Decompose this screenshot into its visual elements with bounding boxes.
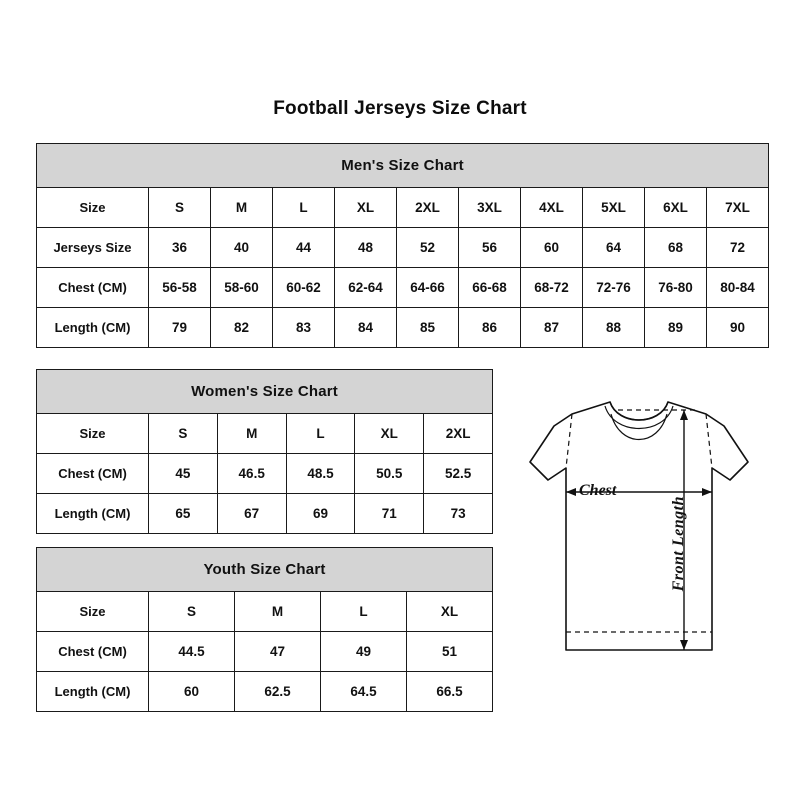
- row-label: Chest (CM): [37, 454, 149, 494]
- table-cell: 76-80: [645, 268, 707, 308]
- table-cell: 80-84: [707, 268, 769, 308]
- table-cell: 66.5: [407, 672, 493, 712]
- table-cell: 65: [149, 494, 218, 534]
- table-cell: 68-72: [521, 268, 583, 308]
- table-row: [37, 414, 493, 454]
- table-row: [37, 454, 493, 494]
- row-label: Size: [37, 592, 149, 632]
- table-cell: 83: [273, 308, 335, 348]
- table-cell: 56-58: [149, 268, 211, 308]
- table-cell: 5XL: [583, 188, 645, 228]
- table-row: [37, 188, 769, 228]
- table-cell: 62.5: [235, 672, 321, 712]
- table-cell: 64.5: [321, 672, 407, 712]
- row-label: Chest (CM): [37, 632, 149, 672]
- table-cell: M: [235, 592, 321, 632]
- table-cell: 85: [397, 308, 459, 348]
- table-cell: XL: [335, 188, 397, 228]
- table-cell: 51: [407, 632, 493, 672]
- table-row: [37, 632, 493, 672]
- table-cell: 52.5: [424, 454, 493, 494]
- row-label: Length (CM): [37, 672, 149, 712]
- table-cell: 50.5: [355, 454, 424, 494]
- table-cell: 48: [335, 228, 397, 268]
- t-shirt-outline-icon: [498, 396, 780, 696]
- table-cell: 82: [211, 308, 273, 348]
- table-cell: 44: [273, 228, 335, 268]
- row-label: Length (CM): [37, 494, 149, 534]
- table-cell: 2XL: [424, 414, 493, 454]
- table-cell: 48.5: [286, 454, 355, 494]
- table-cell: 84: [335, 308, 397, 348]
- row-label: Size: [37, 188, 149, 228]
- table-cell: L: [273, 188, 335, 228]
- table-cell: 3XL: [459, 188, 521, 228]
- table-cell: XL: [355, 414, 424, 454]
- table-cell: 62-64: [335, 268, 397, 308]
- table-cell: 7XL: [707, 188, 769, 228]
- page-title: Football Jerseys Size Chart: [273, 98, 527, 119]
- table-cell: 56: [459, 228, 521, 268]
- table-cell: 44.5: [149, 632, 235, 672]
- table-row: [37, 268, 769, 308]
- chest-dimension-label: Chest: [579, 482, 617, 499]
- table-cell: 89: [645, 308, 707, 348]
- table-cell: 86: [459, 308, 521, 348]
- table-cell: 36: [149, 228, 211, 268]
- table-cell: 60: [521, 228, 583, 268]
- table-cell: 58-60: [211, 268, 273, 308]
- table-cell: 73: [424, 494, 493, 534]
- table-cell: L: [321, 592, 407, 632]
- table-cell: 64-66: [397, 268, 459, 308]
- table-cell: 67: [217, 494, 286, 534]
- table-cell: 2XL: [397, 188, 459, 228]
- table-cell: S: [149, 188, 211, 228]
- table-cell: 60: [149, 672, 235, 712]
- table-row: [37, 672, 493, 712]
- table-cell: 87: [521, 308, 583, 348]
- mens-size-table: [36, 143, 769, 348]
- mens-table-heading: Men's Size Chart: [37, 144, 769, 188]
- table-cell: 69: [286, 494, 355, 534]
- table-cell: 72: [707, 228, 769, 268]
- table-cell: 64: [583, 228, 645, 268]
- table-cell: 66-68: [459, 268, 521, 308]
- table-cell: 71: [355, 494, 424, 534]
- table-cell: 45: [149, 454, 218, 494]
- table-cell: M: [217, 414, 286, 454]
- table-row: [37, 228, 769, 268]
- row-label: Jerseys Size: [37, 228, 149, 268]
- table-cell: 72-76: [583, 268, 645, 308]
- table-cell: S: [149, 592, 235, 632]
- womens-table-heading: Women's Size Chart: [37, 370, 493, 414]
- table-cell: 90: [707, 308, 769, 348]
- row-label: Size: [37, 414, 149, 454]
- table-cell: M: [211, 188, 273, 228]
- table-cell: 4XL: [521, 188, 583, 228]
- table-cell: L: [286, 414, 355, 454]
- table-cell: XL: [407, 592, 493, 632]
- table-cell: 6XL: [645, 188, 707, 228]
- womens-size-table: [36, 369, 493, 534]
- youth-size-table: [36, 547, 493, 712]
- table-cell: S: [149, 414, 218, 454]
- table-cell: 68: [645, 228, 707, 268]
- table-section-header-row: [37, 144, 769, 188]
- table-row: [37, 592, 493, 632]
- table-section-header-row: [37, 548, 493, 592]
- front-length-dimension-label: Front Length: [670, 496, 687, 592]
- table-cell: 47: [235, 632, 321, 672]
- row-label: Chest (CM): [37, 268, 149, 308]
- table-cell: 79: [149, 308, 211, 348]
- table-cell: 46.5: [217, 454, 286, 494]
- table-section-header-row: [37, 370, 493, 414]
- table-row: [37, 494, 493, 534]
- table-cell: 40: [211, 228, 273, 268]
- table-cell: 60-62: [273, 268, 335, 308]
- table-row: [37, 308, 769, 348]
- table-cell: 49: [321, 632, 407, 672]
- t-shirt-measurement-diagram: [498, 396, 780, 696]
- youth-table-heading: Youth Size Chart: [37, 548, 493, 592]
- table-cell: 88: [583, 308, 645, 348]
- table-cell: 52: [397, 228, 459, 268]
- row-label: Length (CM): [37, 308, 149, 348]
